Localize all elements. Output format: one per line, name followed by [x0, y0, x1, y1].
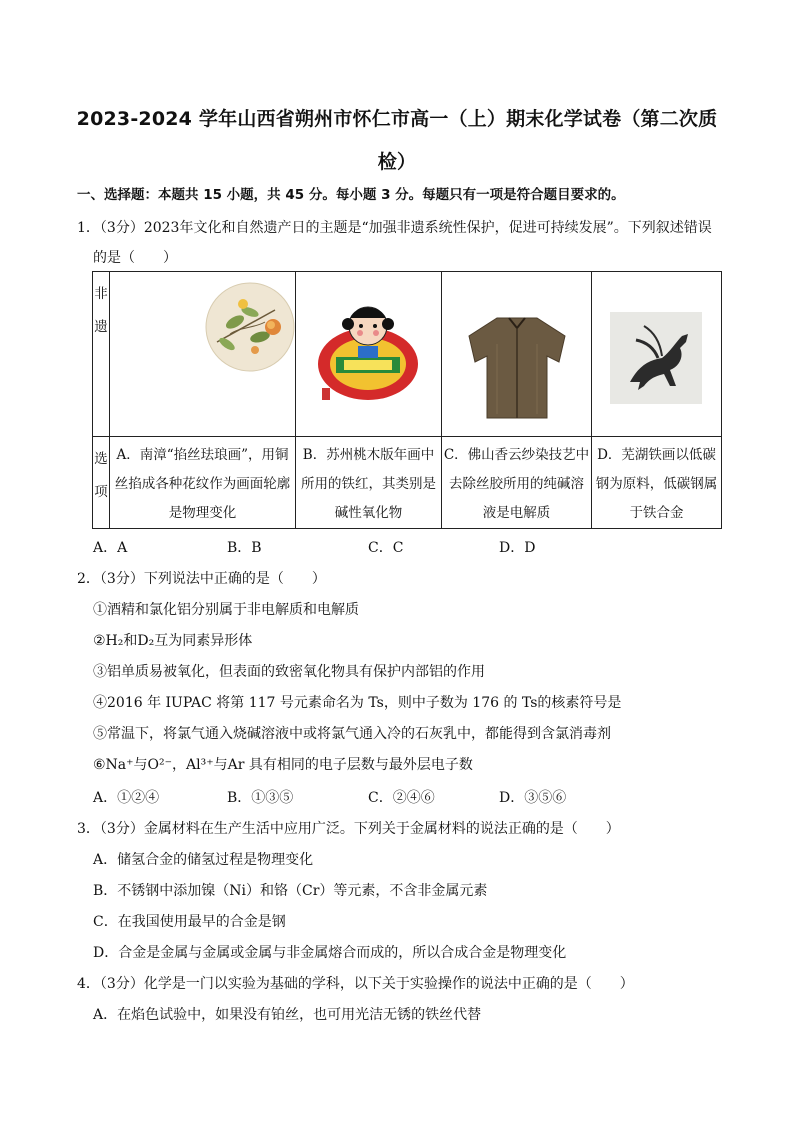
new-year-print-doll-icon: [316, 302, 420, 402]
title-line-2: 检）: [377, 151, 417, 173]
image-cell-a: [110, 272, 296, 437]
q2-stem: 2．（3分）下列说法中正确的是（ ）: [77, 571, 326, 587]
q1-choice-d[interactable]: D．D: [499, 540, 536, 556]
section-heading: 一、选择题：本题共 15 小题，共 45 分。每小题 3 分。每题只有一项是符合题目要求的。: [77, 187, 625, 203]
q1-choices: [93, 537, 693, 557]
iron-horse-painting-icon: [610, 312, 702, 404]
row-label-heritage: 非 遗: [93, 272, 110, 437]
q2-item-2: ②H₂和D₂互为同素异形体: [93, 633, 253, 649]
title-line-1: 2023-2024 学年山西省朔州市怀仁市高一（上）期末化学试卷（第二次质: [76, 108, 718, 130]
q2-choices: [93, 787, 693, 807]
q1-option-b-text: B．苏州桃木版年画中所用的铁红，其类别是碱性氧化物: [296, 437, 442, 529]
image-cell-b: [296, 272, 442, 437]
q3-option-a[interactable]: A．储氢合金的储氢过程是物理变化: [93, 852, 314, 868]
q4-option-a[interactable]: A．在焰色试验中，如果没有铂丝，也可用光洁无锈的铁丝代替: [93, 1007, 482, 1023]
q1-option-c-text: C．佛山香云纱染技艺中去除丝胶所用的纯碱溶液是电解质: [442, 437, 592, 529]
silk-robe-icon: [467, 314, 567, 420]
q2-item-4: ④2016 年 IUPAC 将第 117 号元素命名为 Ts，则中子数为 176 的 Ts的核素符号是: [93, 695, 622, 711]
row-label-option: 选 项: [93, 437, 110, 529]
q2-item-3: ③铝单质易被氧化，但表面的致密氧化物具有保护内部铝的作用: [93, 664, 485, 680]
image-cell-d: [592, 272, 722, 437]
q2-choice-a[interactable]: A．①②④: [93, 790, 160, 806]
q2-choice-d[interactable]: D．③⑤⑥: [499, 790, 567, 806]
q4-stem: 4．（3分）化学是一门以实验为基础的学科，以下关于实验操作的说法中正确的是（ ）: [77, 976, 634, 992]
page-title: [60, 98, 734, 184]
q3-option-c[interactable]: C．在我国使用最早的合金是钢: [93, 914, 286, 930]
q1-choice-c[interactable]: C．C: [368, 540, 404, 556]
q3-stem: 3．（3分）金属材料在生产生活中应用广泛。下列关于金属材料的说法正确的是（ ）: [77, 821, 620, 837]
q2-choice-b[interactable]: B．①③⑤: [227, 790, 294, 806]
q2-item-5: ⑤常温下，将氯气通入烧碱溶液中或将氯气通入冷的石灰乳中，都能得到含氯消毒剂: [93, 726, 611, 742]
image-cell-c: [442, 272, 592, 437]
q1-option-d-text: D．芜湖铁画以低碳钢为原料，低碳钢属于铁合金: [592, 437, 722, 529]
q3-option-d[interactable]: D．合金是金属与金属或金属与非金属熔合而成的，所以合成合金是物理变化: [93, 945, 567, 961]
q1-choice-b[interactable]: B．B: [227, 540, 262, 556]
q1-option-a-text: A．南漳“掐丝珐琅画”，用铜丝掐成各种花纹作为画面轮廓是物理变化: [110, 437, 296, 529]
q1-choice-a[interactable]: A．A: [93, 540, 128, 556]
silk-painting-flower-icon: [205, 282, 295, 372]
q3-option-b[interactable]: B．不锈钢中添加镍（Ni）和铬（Cr）等元素，不含非金属元素: [93, 883, 488, 899]
q2-item-6: ⑥Na⁺与O²⁻，Al³⁺与Ar 具有相同的电子层数与最外层电子数: [93, 757, 473, 773]
q1-stem-line2: 的是（ ）: [93, 250, 177, 266]
q1-stem-line1: 1．（3分）2023年文化和自然遗产日的主题是“加强非遗系统性保护，促进可持续发展”。下列叙述错误: [77, 220, 712, 236]
q2-item-1: ①酒精和氯化铝分别属于非电解质和电解质: [93, 602, 359, 618]
q2-choice-c[interactable]: C．②④⑥: [368, 790, 435, 806]
q1-table: [92, 271, 722, 529]
